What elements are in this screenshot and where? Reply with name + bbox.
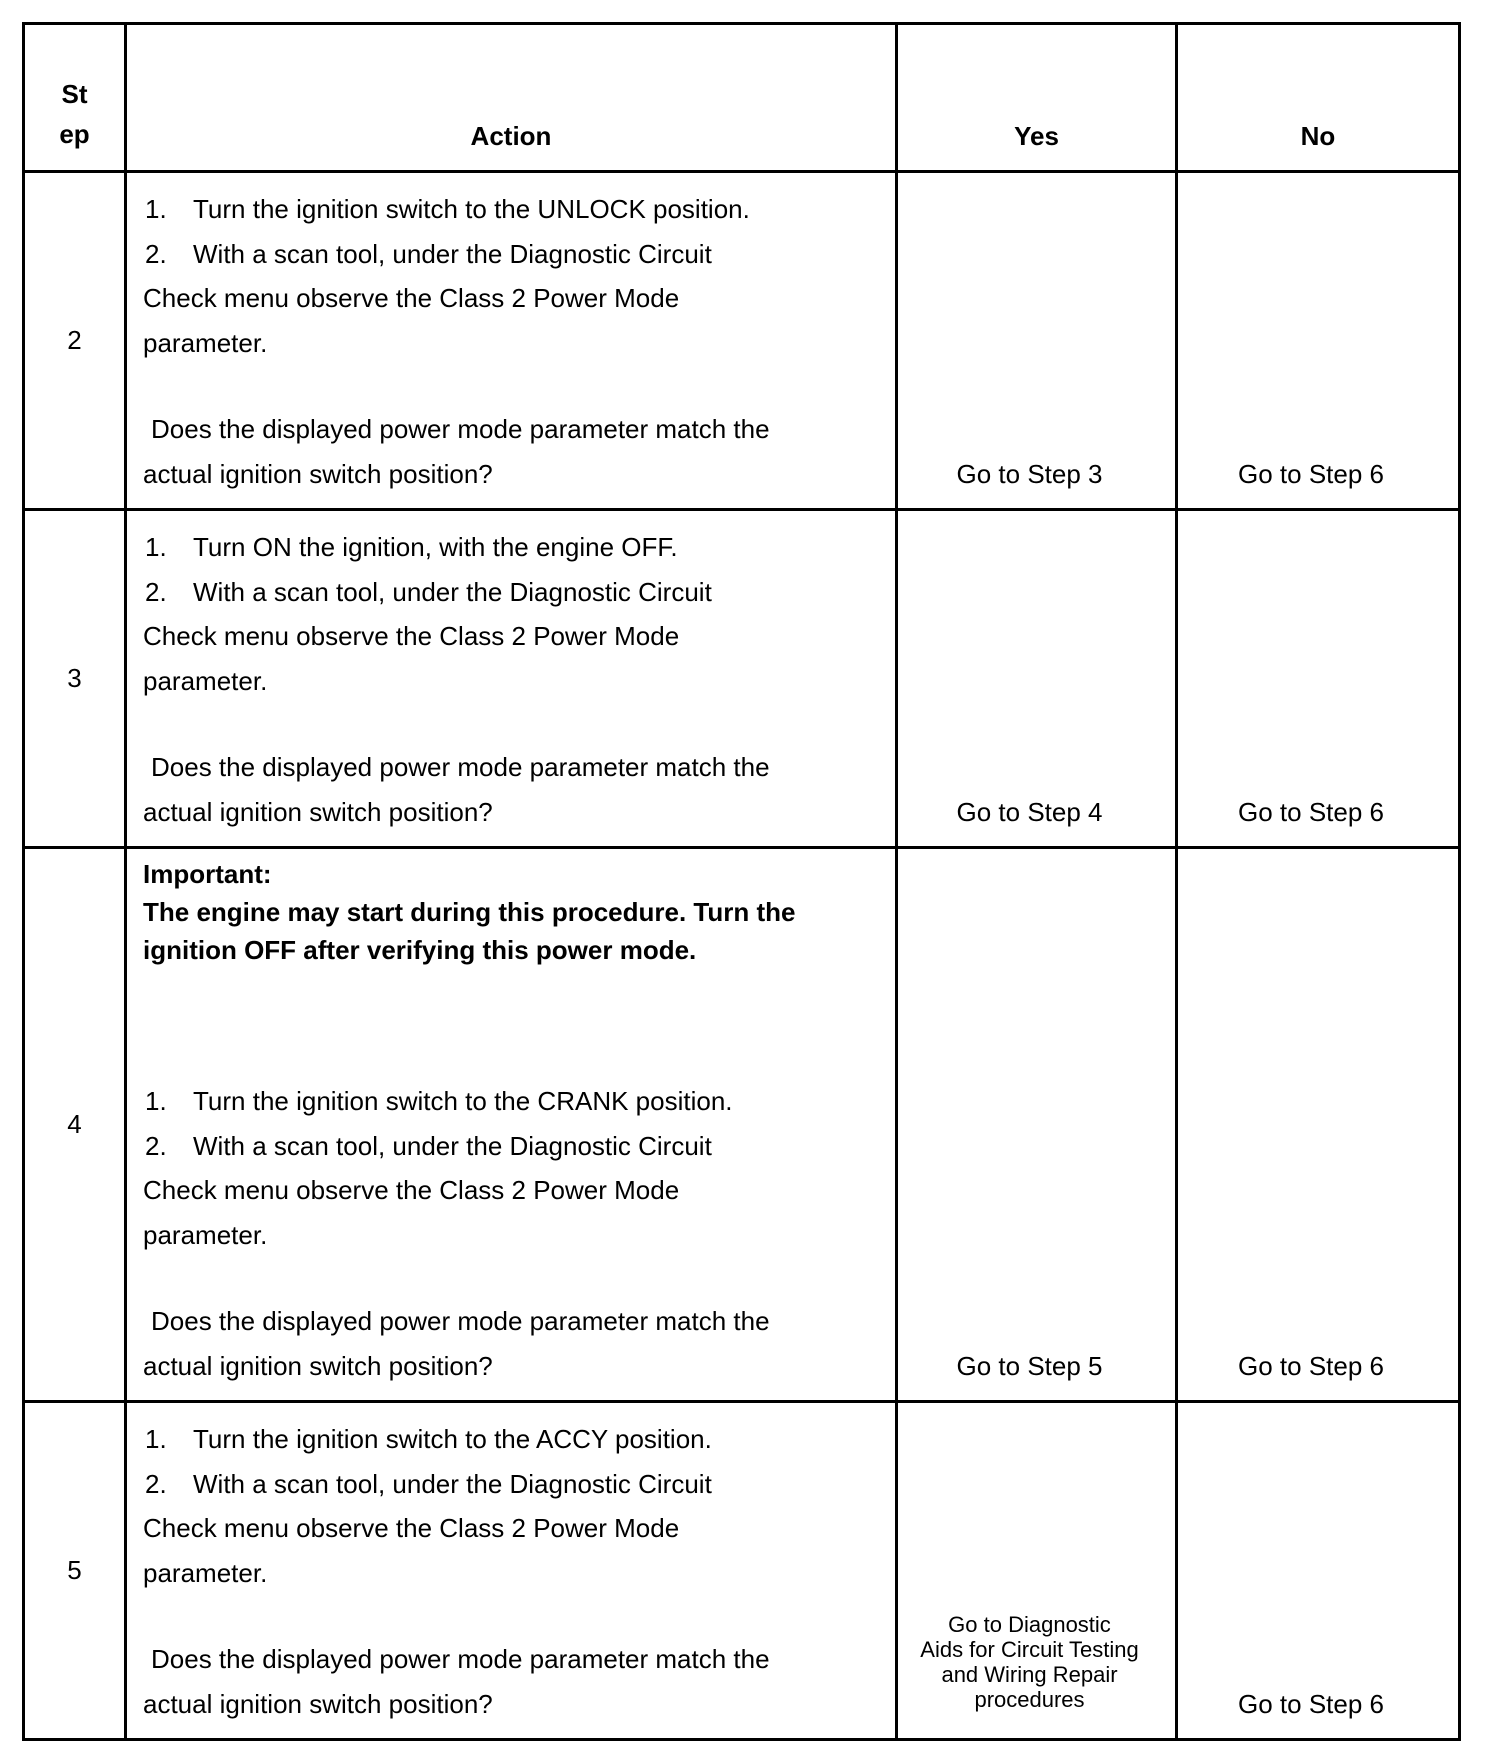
list-item <box>143 187 885 232</box>
list-marker: 2. <box>145 1130 167 1161</box>
important-note-line: The engine may start during this procedure. Turn the <box>143 897 796 927</box>
header-yes: Yes <box>897 24 1177 172</box>
list-item-text: With a scan tool, under the Diagnostic Circuit <box>193 1468 712 1499</box>
important-note-line: ignition OFF after verifying this power mode. <box>143 935 697 965</box>
list-item-text: With a scan tool, under the Diagnostic Circuit <box>193 576 712 607</box>
yes-cell-line: and Wiring Repair <box>941 1662 1118 1687</box>
list-item <box>143 1079 885 1124</box>
list-marker: 2. <box>145 576 167 607</box>
yes-cell-line: Go to Diagnostic <box>948 1612 1111 1637</box>
list-item-text: With a scan tool, under the Diagnostic Circuit <box>193 1130 712 1161</box>
list-item-continued: parameter. <box>143 327 268 358</box>
list-marker: 1. <box>145 532 167 562</box>
question-line: Does the displayed power mode parameter match the <box>151 1644 770 1674</box>
list-item-continued: Check menu observe the Class 2 Power Mode <box>143 283 680 313</box>
table-row <box>24 510 1460 848</box>
header-step <box>24 24 126 172</box>
list-item-continued: Check menu observe the Class 2 Power Mode <box>143 621 680 651</box>
yes-cell: Go to Step 4 <box>897 510 1177 848</box>
list-item <box>143 232 885 277</box>
list-item <box>143 525 885 570</box>
list-item-continued: parameter. <box>143 665 268 696</box>
list-item <box>143 1124 885 1169</box>
list-item <box>143 1417 885 1462</box>
question-line: Does the displayed power mode parameter match the <box>151 414 770 444</box>
list-marker: 2. <box>145 238 167 269</box>
action-cell <box>126 510 897 848</box>
yes-cell-text <box>898 1612 1161 1730</box>
question-line: Does the displayed power mode parameter match the <box>151 752 770 782</box>
list-item-continued: parameter. <box>143 1557 268 1588</box>
list-marker: 2. <box>145 1468 167 1499</box>
no-cell: Go to Step 6 <box>1177 848 1460 1402</box>
list-marker: 1. <box>145 1086 167 1116</box>
table-row <box>24 1402 1460 1740</box>
list-item-text: Turn the ignition switch to the CRANK position. <box>193 1086 733 1116</box>
action-cell <box>126 172 897 510</box>
diagnostic-table <box>22 22 1461 1741</box>
no-cell: Go to Step 6 <box>1177 510 1460 848</box>
list-item-continued: Check menu observe the Class 2 Power Mode <box>143 1175 680 1205</box>
question-line: actual ignition switch position? <box>143 796 493 827</box>
list-item-text: Turn ON the ignition, with the engine OFF. <box>193 532 678 562</box>
yes-cell: Go to Step 3 <box>897 172 1177 510</box>
question-line: actual ignition switch position? <box>143 458 493 489</box>
list-item-text: Turn the ignition switch to the ACCY position. <box>193 1424 712 1454</box>
action-cell <box>126 1402 897 1740</box>
list-item-continued: parameter. <box>143 1219 268 1250</box>
step-number: 4 <box>24 848 126 1402</box>
list-item-text: With a scan tool, under the Diagnostic Circuit <box>193 238 712 269</box>
list-item-continued: Check menu observe the Class 2 Power Mode <box>143 1513 680 1543</box>
yes-cell: Go to Step 5 <box>897 848 1177 1402</box>
list-item-text: Turn the ignition switch to the UNLOCK position. <box>193 194 750 224</box>
action-cell <box>126 848 897 1402</box>
yes-cell-line: procedures <box>974 1687 1085 1712</box>
table-row <box>24 848 1460 1402</box>
header-step-line1: St <box>61 79 88 109</box>
yes-cell-line: Aids for Circuit Testing <box>920 1637 1139 1662</box>
list-marker: 1. <box>145 1424 167 1454</box>
yes-cell <box>897 1402 1177 1740</box>
question-line: actual ignition switch position? <box>143 1350 493 1381</box>
header-row <box>24 24 1460 172</box>
table-row <box>24 172 1460 510</box>
no-cell: Go to Step 6 <box>1177 172 1460 510</box>
step-number: 2 <box>24 172 126 510</box>
list-item <box>143 570 885 615</box>
header-action: Action <box>126 24 897 172</box>
important-label: Important: <box>143 859 272 889</box>
question-line: actual ignition switch position? <box>143 1688 493 1719</box>
header-no: No <box>1177 24 1460 172</box>
step-number: 5 <box>24 1402 126 1740</box>
step-number: 3 <box>24 510 126 848</box>
no-cell: Go to Step 6 <box>1177 1402 1460 1740</box>
list-item <box>143 1462 885 1507</box>
list-marker: 1. <box>145 194 167 224</box>
question-line: Does the displayed power mode parameter match the <box>151 1306 770 1336</box>
header-step-line2: ep <box>59 119 90 149</box>
